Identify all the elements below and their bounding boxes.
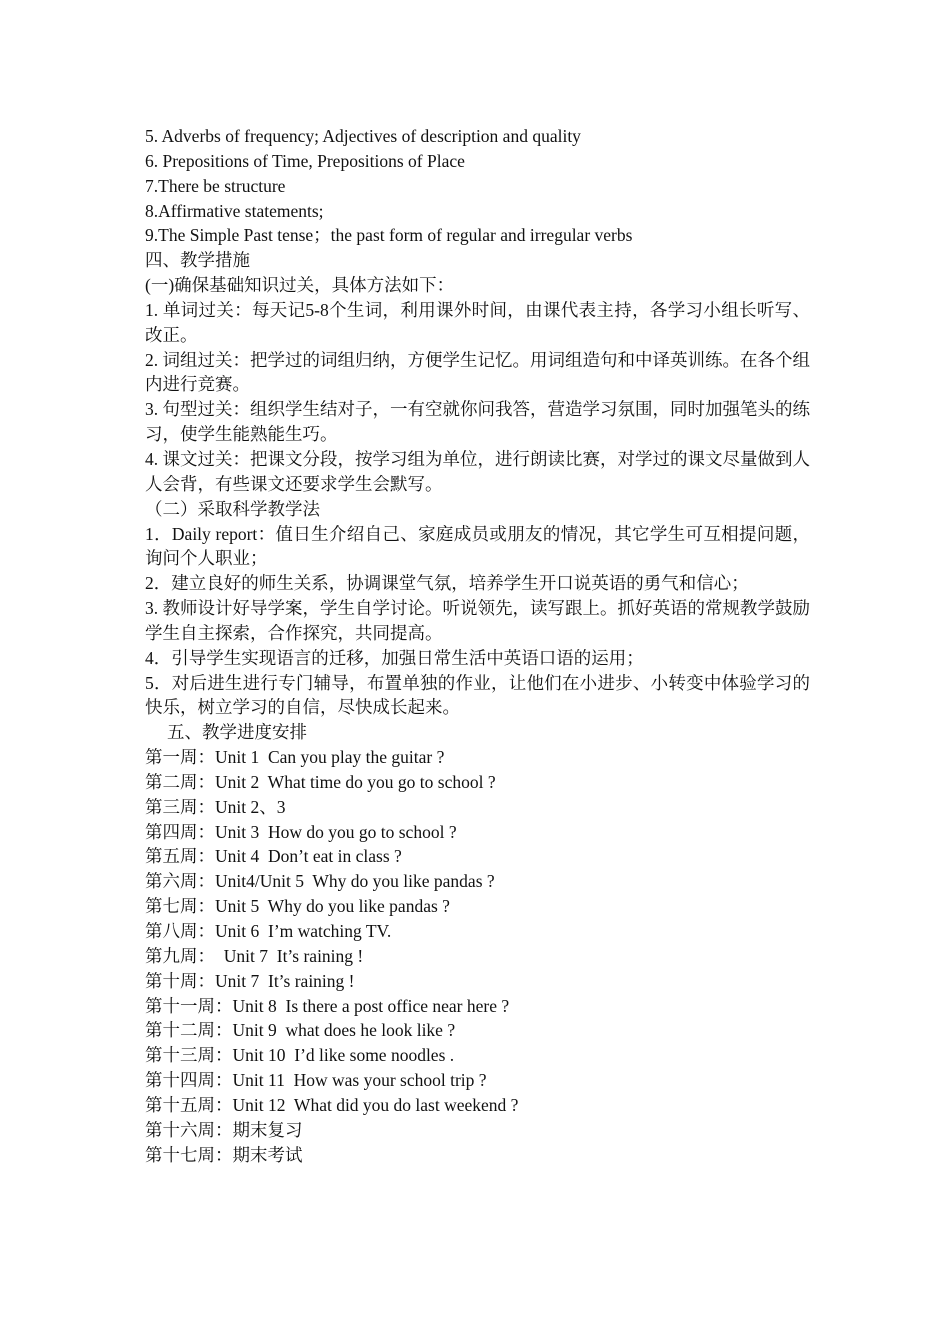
method-item: 3. 教师设计好导学案，学生自学讨论。听说领先，读写跟上。抓好英语的常规教学鼓励学生自主探索，合作探究，共同提高。 — [145, 598, 810, 643]
grammar-list — [145, 124, 810, 248]
week-item: 第十五周：Unit 12 What did you do last weekend ? — [145, 1094, 519, 1115]
subsection-heading: (一)确保基础知识过关，具体方法如下： — [145, 275, 455, 296]
subsection-heading: （二）采取科学教学法 — [145, 498, 320, 519]
week-item: 第十四周：Unit 11 How was your school trip ? — [145, 1070, 487, 1091]
week-item: 第五周：Unit 4 Don’t eat in class ? — [145, 846, 402, 867]
measure-item: 1. 单词过关：每天记5-8个生词，利用课外时间，由课代表主持，各学习小组长听写、改正。 — [145, 299, 810, 345]
section-teaching-measures — [145, 248, 810, 720]
document-page — [145, 124, 810, 1167]
week-item: 第一周：Unit 1 Can you play the guitar ? — [145, 747, 445, 768]
section-schedule — [145, 720, 810, 1167]
method-item: 2．建立良好的师生关系，协调课堂气氛，培养学生开口说英语的勇气和信心； — [145, 573, 749, 594]
week-item: 第六周：Unit4/Unit 5 Why do you like pandas ? — [145, 871, 495, 892]
method-item: 1．Daily report：值日生介绍自己、家庭成员或朋友的情况，其它学生可互相提问题，询问个人职业； — [145, 523, 810, 569]
grammar-item: 5. Adverbs of frequency; Adjectives of description and quality — [145, 126, 581, 146]
week-item: 第十二周：Unit 9 what does he look like ? — [145, 1020, 456, 1041]
week-item: 第四周：Unit 3 How do you go to school ? — [145, 821, 457, 842]
week-item: 第二周：Unit 2 What time do you go to school ? — [145, 771, 496, 792]
measure-item: 2. 词组过关：把学过的词组归纳，方便学生记忆。用词组造句和中译英训练。在各个组内进行竞赛。 — [145, 349, 810, 395]
method-item: 5．对后进生进行专门辅导，布置单独的作业，让他们在小进步、小转变中体验学习的快乐，树立学习的自信，尽快成长起来。 — [145, 672, 810, 718]
grammar-item: 7.There be structure — [145, 175, 286, 196]
grammar-item: 8.Affirmative statements; — [145, 200, 324, 221]
week-item: 第十周：Unit 7 It’s raining ! — [145, 970, 355, 991]
week-item: 第十三周：Unit 10 I’d like some noodles . — [145, 1045, 455, 1066]
week-item: 第十七周：期末考试 — [145, 1144, 303, 1165]
grammar-item: 9.The Simple Past tense；the past form of regular and irregular verbs — [145, 225, 633, 246]
week-item: 第九周： Unit 7 It’s raining ! — [145, 945, 364, 966]
week-item: 第八周：Unit 6 I’m watching TV. — [145, 921, 392, 941]
section-heading: 四、教学措施 — [145, 250, 250, 271]
grammar-item: 6. Prepositions of Time, Prepositions of Place — [145, 150, 465, 171]
measure-item: 3. 句型过关：组织学生结对子，一有空就你问我答，营造学习氛围，同时加强笔头的练习，使学生能熟能生巧。 — [145, 399, 810, 445]
week-item: 第七周：Unit 5 Why do you like pandas ? — [145, 896, 450, 917]
week-item: 第三周：Unit 2、3 — [145, 796, 286, 817]
section-heading: 五、教学进度安排 — [167, 722, 307, 743]
measure-item: 4. 课文过关：把课文分段，按学习组为单位，进行朗读比赛，对学过的课文尽量做到人人会背，有些课文还要求学生会默写。 — [145, 448, 810, 494]
method-item: 4．引导学生实现语言的迁移，加强日常生活中英语口语的运用； — [145, 647, 644, 668]
week-item: 第十一周：Unit 8 Is there a post office near here ? — [145, 995, 510, 1016]
week-item: 第十六周：期末复习 — [145, 1119, 303, 1140]
